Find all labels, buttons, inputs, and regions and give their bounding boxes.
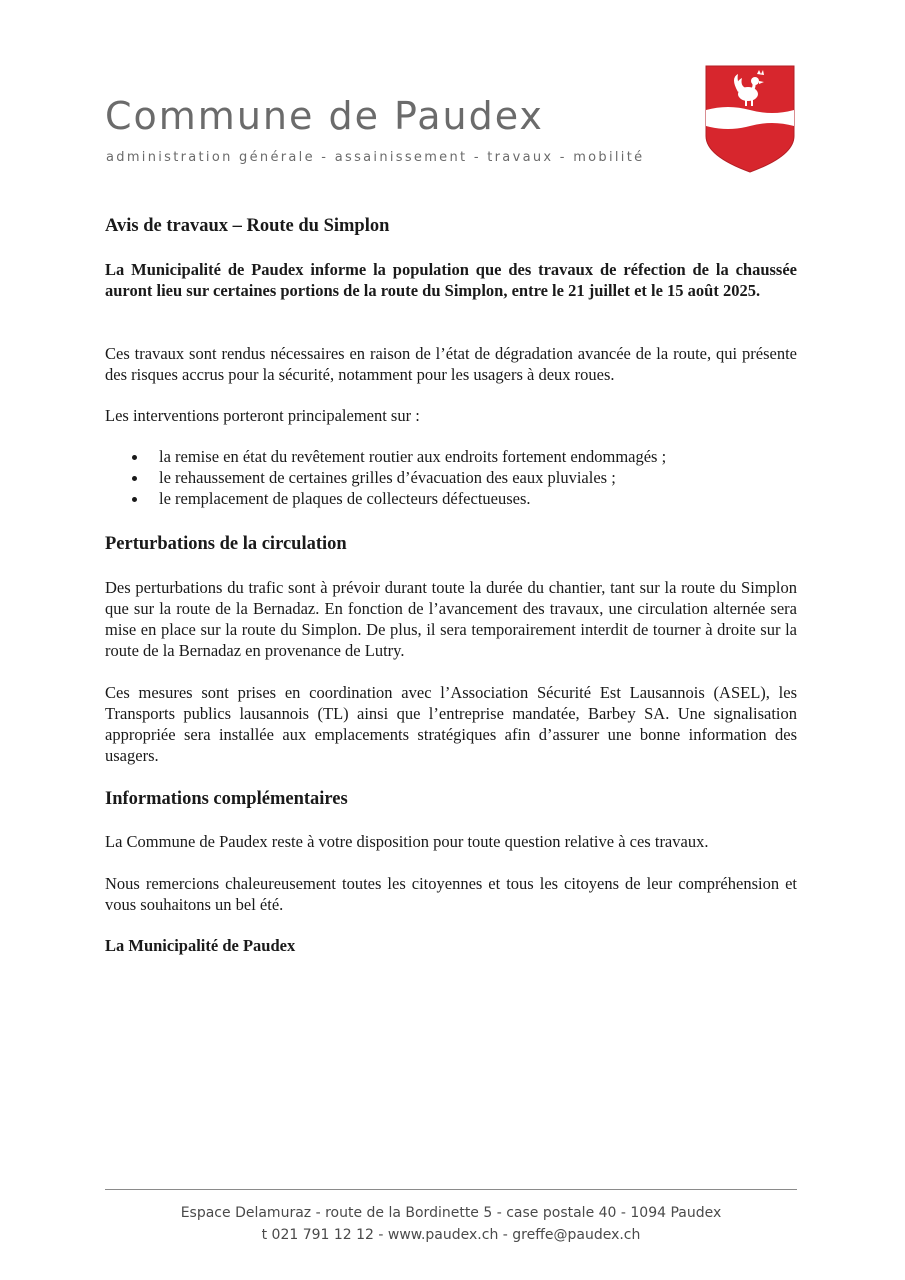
- paudex-crest-icon: [704, 64, 796, 174]
- list-item-text: le rehaussement de certaines grilles d’évacuation des eaux pluviales ;: [159, 468, 616, 487]
- list-item: [130, 488, 790, 509]
- bullet-icon: [132, 497, 137, 502]
- footer-divider: [105, 1189, 797, 1190]
- works-list: [130, 446, 790, 509]
- list-item-text: la remise en état du revêtement routier aux endroits fortement endommagés ;: [159, 447, 667, 466]
- list-intro: Les interventions porteront principalement sur :: [105, 406, 420, 425]
- signature: La Municipalité de Paudex: [105, 936, 296, 955]
- list-item: [130, 446, 790, 467]
- traffic-paragraph-1: Des perturbations du trafic sont à prévoir durant toute la durée du chantier, tant sur la route du Simplon que sur la route de la Bernadaz. En fonction de l’avancement des travaux, une circulation alternée sera mise en place sur la route du Simplon. De plus, il sera temporairement interdit de tourner à droite sur la route de la Bernadaz en provenance de Lutry.: [105, 578, 797, 660]
- notice-reason: Ces travaux sont rendus nécessaires en raison de l’état de dégradation avancée de la route, qui présente des risques accrus pour la sécurité, notamment pour les usagers à deux roues.: [105, 344, 797, 384]
- traffic-paragraph-2: Ces mesures sont prises en coordination avec l’Association Sécurité Est Lausannois (ASEL), les Transports publics lausannois (TL) ainsi que l’entreprise mandatée, Barbey SA. Une signalisation appropriée sera installée aux emplacements stratégiques afin d’assurer une bonne information des usagers.: [105, 683, 797, 765]
- info-heading: Informations complémentaires: [105, 789, 348, 809]
- list-item-text: le remplacement de plaques de collecteurs défectueuses.: [159, 489, 531, 508]
- notice-intro: La Municipalité de Paudex informe la population que des travaux de réfection de la chaussée auront lieu sur certaines portions de la route du Simplon, entre le 21 juillet et le 15 août 2025.: [105, 260, 797, 300]
- bullet-icon: [132, 476, 137, 481]
- info-paragraph-2: Nous remercions chaleureusement toutes les citoyennes et tous les citoyens de leur compréhension et vous souhaitons un bel été.: [105, 874, 797, 914]
- footer-address: Espace Delamuraz - route de la Bordinette 5 - case postale 40 - 1094 Paudex: [180, 1205, 722, 1221]
- commune-title: Commune de Paudex: [105, 94, 544, 138]
- list-item: [130, 467, 790, 488]
- info-paragraph-1: La Commune de Paudex reste à votre disposition pour toute question relative à ces travaux.: [105, 832, 709, 851]
- notice-heading: Avis de travaux – Route du Simplon: [105, 216, 390, 236]
- traffic-heading: Perturbations de la circulation: [105, 534, 347, 554]
- footer-contact: t 021 791 12 12 - www.paudex.ch - greffe@paudex.ch: [261, 1227, 641, 1243]
- bullet-icon: [132, 455, 137, 460]
- commune-subtitle: administration générale - assainissement - travaux - mobilité: [106, 150, 645, 165]
